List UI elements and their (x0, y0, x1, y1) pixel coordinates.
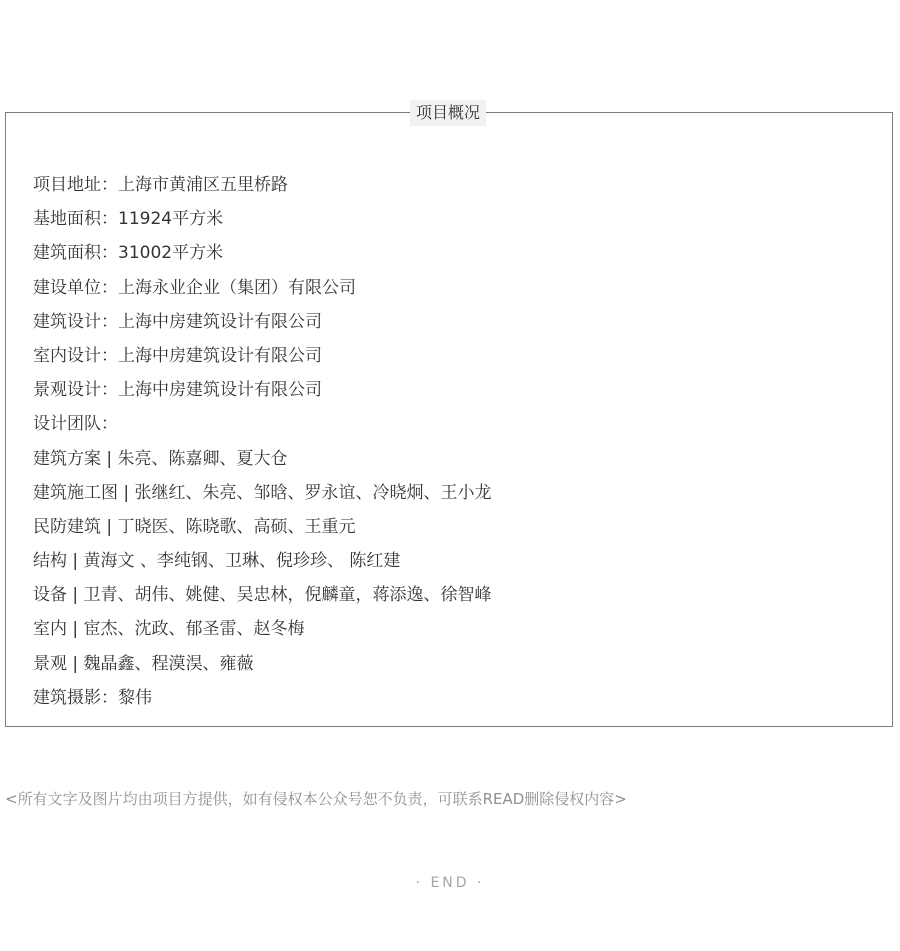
copyright-disclaimer: <所有文字及图片均由项目方提供，如有侵权本公众号恕不负责，可联系READ删除侵权内容> (5, 790, 627, 808)
info-line-landscape: 景观 | 魏晶鑫、程漠淏、雍薇 (33, 653, 254, 674)
info-line-site-area: 基地面积：11924平方米 (33, 209, 224, 230)
info-line-photography: 建筑摄影：黎伟 (33, 687, 152, 708)
info-line-construction-drawings: 建筑施工图 | 张继红、朱亮、邹晗、罗永谊、冷晓炯、王小龙 (33, 482, 492, 503)
info-line-civil-defense: 民防建筑 | 丁晓医、陈晓歌、高硕、王重元 (33, 516, 356, 537)
info-line-design-team: 设计团队： (33, 414, 118, 435)
info-line-interior-design: 室内设计：上海中房建筑设计有限公司 (33, 345, 322, 366)
info-line-landscape-design: 景观设计：上海中房建筑设计有限公司 (33, 380, 322, 401)
info-line-floor-area: 建筑面积：31002平方米 (33, 243, 224, 264)
info-line-equipment: 设备 | 卫青、胡伟、姚健、吴忠林，倪麟童，蒋添逸、徐智峰 (33, 585, 492, 606)
info-line-architecture-design: 建筑设计：上海中房建筑设计有限公司 (33, 311, 322, 332)
overview-title: 项目概况 (410, 100, 486, 126)
info-line-address: 项目地址：上海市黄浦区五里桥路 (33, 175, 288, 195)
info-line-structure: 结构 | 黄海文 、李纯钢、卫琳、倪珍珍、 陈红建 (33, 551, 401, 572)
info-line-interior: 室内 | 宦杰、沈政、郁圣雷、赵冬梅 (33, 619, 305, 640)
info-line-architecture-scheme: 建筑方案 | 朱亮、陈嘉卿、夏大仓 (33, 448, 288, 469)
overview-info-list (33, 168, 492, 715)
info-line-client: 建设单位：上海永业企业（集团）有限公司 (33, 277, 356, 298)
end-mark: · END · (415, 875, 485, 891)
